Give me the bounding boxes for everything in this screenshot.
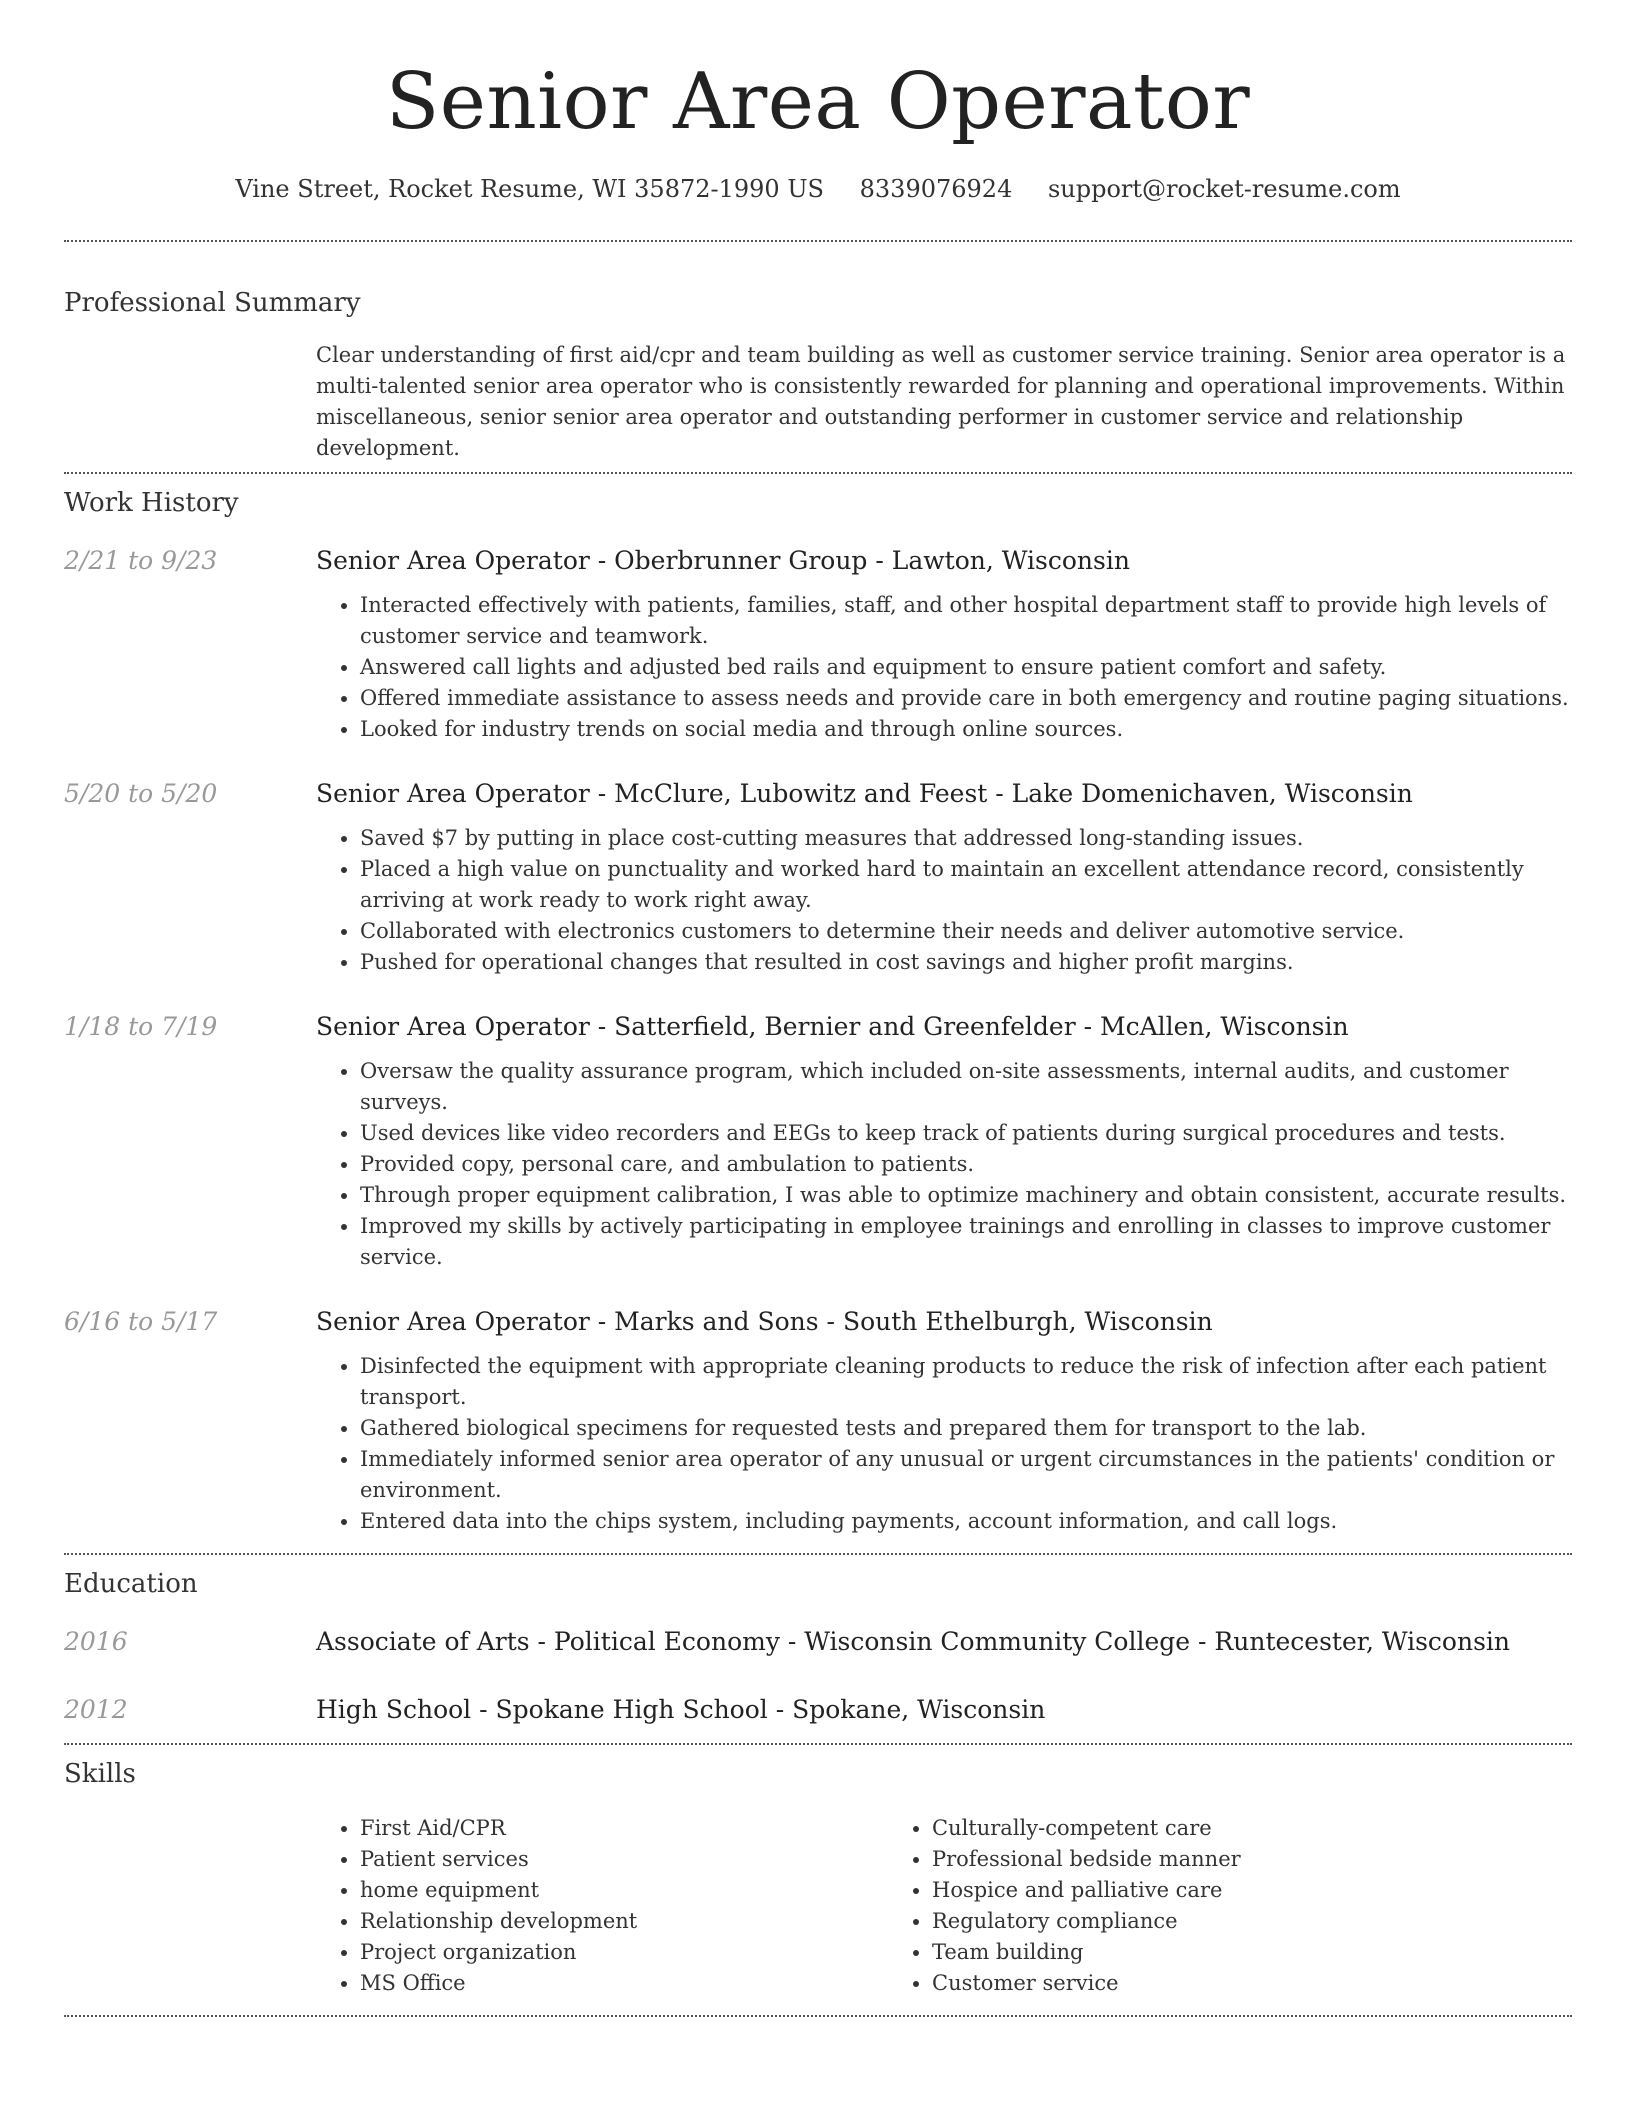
resume-page [64,0,1572,2017]
list-item: • Disinfected the equipment with appropriate cleaning products to reduce the risk of infection after each patient transport. [360,1351,1572,1413]
job-title: Senior Area Operator - Marks and Sons - South Ethelburgh, Wisconsin [316,1307,1213,1336]
education-entry [64,1625,1572,1659]
list-item: • Customer service [932,1968,1460,1999]
job-entry [64,1010,1572,1273]
list-item: • Saved $7 by putting in place cost-cutting measures that addressed long-standing issues. [360,823,1572,854]
list-item: • Patient services [360,1844,888,1875]
list-item: • Team building [932,1937,1460,1968]
job-bullets [316,1056,1572,1273]
list-item: • Relationship development [360,1906,888,1937]
job-title: Senior Area Operator - Satterfield, Bernier and Greenfelder - McAllen, Wisconsin [316,1012,1349,1041]
list-item: • Hospice and palliative care [932,1875,1460,1906]
list-item: • Provided copy, personal care, and ambulation to patients. [360,1149,1572,1180]
list-item: • Used devices like video recorders and EEGs to keep track of patients during surgical procedures and tests. [360,1118,1572,1149]
list-item: • Entered data into the chips system, including payments, account information, and call logs. [360,1506,1572,1537]
job-title: Senior Area Operator - Oberbrunner Group - Lawton, Wisconsin [316,546,1130,575]
job-title: Senior Area Operator - McClure, Lubowitz and Feest - Lake Domenichaven, Wisconsin [316,779,1413,808]
list-item: • home equipment [360,1875,888,1906]
job-bullets [316,590,1572,745]
skills-list [316,1813,1572,1999]
divider [64,472,1572,474]
education-year: 2016 [64,1627,128,1656]
contact-phone: 8339076924 [859,175,1013,203]
skills-column-right [888,1813,1460,1999]
list-item: • Professional bedside manner [932,1844,1460,1875]
job-dates: 6/16 to 5/17 [64,1307,218,1336]
list-item: • Regulatory compliance [932,1906,1460,1937]
section-title-summary: Professional Summary [64,288,361,318]
list-item: • Offered immediate assistance to assess needs and provide care in both emergency and routine paging situations. [360,683,1572,714]
list-item: • Immediately informed senior area operator of any unusual or urgent circumstances in the patients' condition or environment. [360,1444,1572,1506]
page-title: Senior Area Operator [385,57,1251,147]
list-item: • Through proper equipment calibration, I was able to optimize machinery and obtain consistent, accurate results. [360,1180,1572,1211]
list-item: • MS Office [360,1968,888,1999]
section-title-work-history: Work History [64,488,239,518]
job-bullets [316,1351,1572,1537]
contact-address: Vine Street, Rocket Resume, WI 35872-1990 US [235,175,824,203]
list-item: • Collaborated with electronics customers to determine their needs and deliver automotive service. [360,916,1572,947]
divider [64,240,1572,242]
education-text: High School - Spokane High School - Spokane, Wisconsin [316,1695,1046,1724]
education-entry [64,1693,1572,1727]
section-title-skills: Skills [64,1759,136,1789]
job-bullets [316,823,1572,978]
list-item: • First Aid/CPR [360,1813,888,1844]
summary-text: Clear understanding of first aid/cpr and team building as well as customer service training. Senior area operator is a multi-talented senior area operator who is consistently rewarded for planning and operational improvements. Within miscellaneous, senior senior area operator and outstanding performer in customer service and relationship development. [316,343,1566,460]
list-item: • Oversaw the quality assurance program, which included on-site assessments, internal audits, and customer surveys. [360,1056,1572,1118]
divider [64,2015,1572,2017]
list-item: • Pushed for operational changes that resulted in cost savings and higher profit margins. [360,947,1572,978]
contact-line [64,172,1572,206]
job-dates: 5/20 to 5/20 [64,779,218,808]
divider [64,1743,1572,1745]
list-item: • Project organization [360,1937,888,1968]
job-dates: 2/21 to 9/23 [64,546,218,575]
job-dates: 1/18 to 7/19 [64,1012,218,1041]
divider [64,1553,1572,1555]
section-title-education: Education [64,1569,198,1599]
list-item: • Culturally-competent care [932,1813,1460,1844]
list-item: • Placed a high value on punctuality and worked hard to maintain an excellent attendance record, consistently arriving at work ready to work right away. [360,854,1572,916]
skills-column-left [316,1813,888,1999]
job-entry [64,777,1572,978]
list-item: • Improved my skills by actively participating in employee trainings and enrolling in classes to improve customer service. [360,1211,1572,1273]
job-entry [64,1305,1572,1537]
list-item: • Answered call lights and adjusted bed rails and equipment to ensure patient comfort and safety. [360,652,1572,683]
education-year: 2012 [64,1695,128,1724]
education-text: Associate of Arts - Political Economy - Wisconsin Community College - Runtecester, Wisconsin [316,1627,1511,1656]
job-entry [64,544,1572,745]
list-item: • Looked for industry trends on social media and through online sources. [360,714,1572,745]
list-item: • Gathered biological specimens for requested tests and prepared them for transport to the lab. [360,1413,1572,1444]
contact-email: support@rocket-resume.com [1047,175,1401,203]
list-item: • Interacted effectively with patients, families, staff, and other hospital department staff to provide high levels of customer service and teamwork. [360,590,1572,652]
